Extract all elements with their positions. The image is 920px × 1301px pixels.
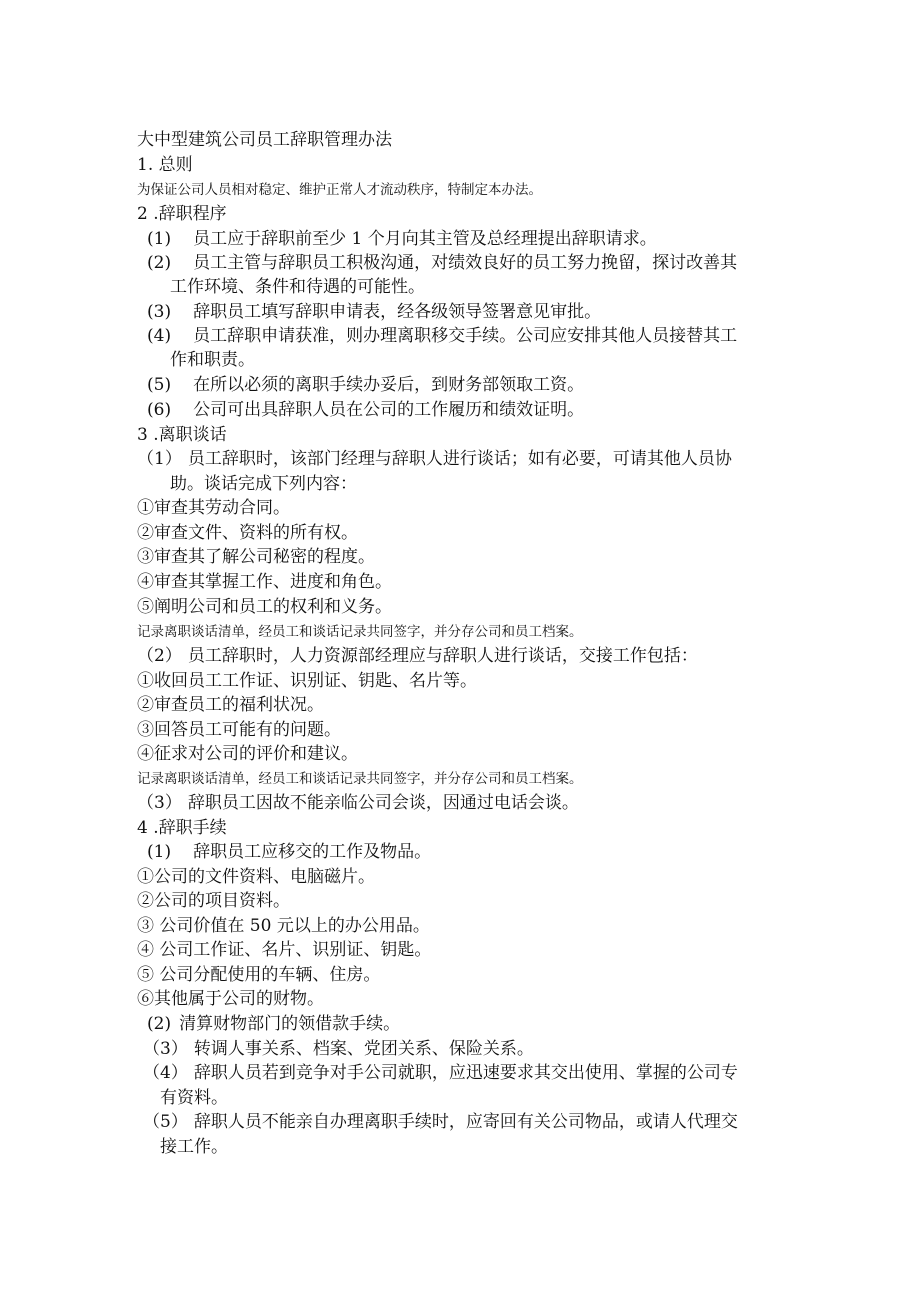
item-number: （2）: [137, 646, 182, 666]
section-4-heading: 4 .辞职手续: [137, 818, 227, 838]
s3-list1-item-3: ③审查其了解公司秘密的程度。: [137, 547, 375, 567]
s2-item-5: [147, 373, 584, 397]
s4-para-5-cont: 接工作。: [160, 1137, 228, 1157]
item-text: 员工应于辞职前至少 1 个月向其主管及总经理提出辞职请求。: [193, 229, 657, 249]
item-text: 转调人事关系、档案、党团关系、保险关系。: [193, 1039, 534, 1059]
item-text: 辞职员工因故不能亲临公司会谈，因通过电话会谈。: [187, 793, 579, 813]
item-text: 员工主管与辞职员工积极沟通，对绩效良好的员工努力挽留，探讨改善其: [193, 253, 738, 273]
s3-note-2: 记录离职谈话清单，经员工和谈话记录共同签字，并分存公司和员工档案。: [137, 771, 583, 787]
s2-item-1: [147, 227, 657, 251]
s2-item-2: [147, 251, 737, 275]
item-number: （1）: [137, 449, 182, 469]
item-text: 清算财物部门的领借款手续。: [179, 1014, 401, 1034]
item-text: 辞职人员不能亲自办理离职手续时，应寄回有关公司物品，或请人代理交: [193, 1112, 738, 1132]
s3-list1-item-2: ②审查文件、资料的所有权。: [137, 523, 358, 543]
item-number: (1): [147, 229, 172, 249]
s3-list2-item-3: ③回答员工可能有的问题。: [137, 720, 341, 740]
item-text: 辞职人员若到竞争对手公司就职，应迅速要求其交出使用、掌握的公司专: [193, 1063, 738, 1083]
item-text: 员工辞职申请获准，则办理离职移交手续。公司应安排其他人员接替其工: [193, 326, 738, 346]
s4-list-item-3: ③ 公司价值在 50 元以上的办公用品。: [137, 916, 430, 936]
document-title: 大中型建筑公司员工辞职管理办法: [137, 130, 392, 150]
s4-para-2: [147, 1012, 400, 1036]
s2-item-6: [147, 398, 584, 422]
s4-list-item-4: ④ 公司工作证、名片、识别证、钥匙。: [137, 940, 432, 960]
item-text: 辞职员工应移交的工作及物品。: [193, 842, 432, 862]
s4-para-5: [143, 1110, 738, 1134]
item-text: 公司可出具辞职人员在公司的工作履历和绩效证明。: [193, 400, 585, 420]
section-1-heading: 1. 总则: [137, 155, 193, 175]
s3-list2-item-2: ②审查员工的福利状况。: [137, 695, 324, 715]
item-number: （4）: [143, 1063, 188, 1083]
s3-para-1: [137, 447, 732, 471]
item-number: (1): [147, 842, 172, 862]
item-number: (6): [147, 400, 172, 420]
s3-list1-item-4: ④审查其掌握工作、进度和角色。: [137, 572, 392, 592]
s4-list-item-5: ⑤ 公司分配使用的车辆、住房。: [137, 965, 381, 985]
s4-list-item-2: ②公司的项目资料。: [137, 891, 290, 911]
item-number: (4): [147, 326, 172, 346]
section-1-intro: 为保证公司人员相对稳定、维护正常人才流动秩序，特制定本办法。: [137, 182, 542, 198]
item-number: (2): [147, 1014, 172, 1034]
item-text: 辞职员工填写辞职申请表，经各级领导签署意见审批。: [193, 302, 602, 322]
section-2-heading: 2 .辞职程序: [137, 204, 227, 224]
item-number: (3): [147, 302, 172, 322]
s2-item-4: [147, 324, 737, 348]
s3-list2-item-4: ④征求对公司的评价和建议。: [137, 744, 358, 764]
s3-list2-item-1: ①收回员工工作证、识别证、钥匙、名片等。: [137, 671, 477, 691]
s4-list-item-6: ⑥其他属于公司的财物。: [137, 989, 324, 1009]
item-number: (2): [147, 253, 172, 273]
item-number: (5): [147, 375, 172, 395]
item-number: （3）: [137, 793, 182, 813]
s2-item-2-cont: 工作环境、条件和待遇的可能性。: [170, 277, 425, 297]
s4-list-item-1: ①公司的文件资料、电脑磁片。: [137, 867, 375, 887]
s3-para-3: [137, 791, 579, 815]
s4-para-3: [143, 1037, 534, 1061]
item-number: （5）: [143, 1112, 188, 1132]
s3-list1-item-1: ①审查其劳动合同。: [137, 498, 290, 518]
s2-item-4-cont: 作和职责。: [170, 350, 255, 370]
item-text: 员工辞职时，人力资源部经理应与辞职人进行谈话，交接工作包括：: [187, 646, 698, 666]
item-text: 员工辞职时，该部门经理与辞职人进行谈话；如有必要，可请其他人员协: [187, 449, 732, 469]
s4-para-4-cont: 有资料。: [160, 1088, 228, 1108]
s3-list1-item-5: ⑤阐明公司和员工的权利和义务。: [137, 597, 392, 617]
item-number: （3）: [143, 1039, 188, 1059]
s3-para-1-cont: 助。谈话完成下列内容：: [170, 474, 357, 494]
s3-note-1: 记录离职谈话清单，经员工和谈话记录共同签字，并分存公司和员工档案。: [137, 624, 583, 640]
s3-para-2: [137, 644, 698, 668]
s4-para-1: [147, 840, 431, 864]
s2-item-3: [147, 300, 601, 324]
section-3-heading: 3 .离职谈话: [137, 425, 227, 445]
item-text: 在所以必须的离职手续办妥后，到财务部领取工资。: [193, 375, 585, 395]
s4-para-4: [143, 1061, 738, 1085]
